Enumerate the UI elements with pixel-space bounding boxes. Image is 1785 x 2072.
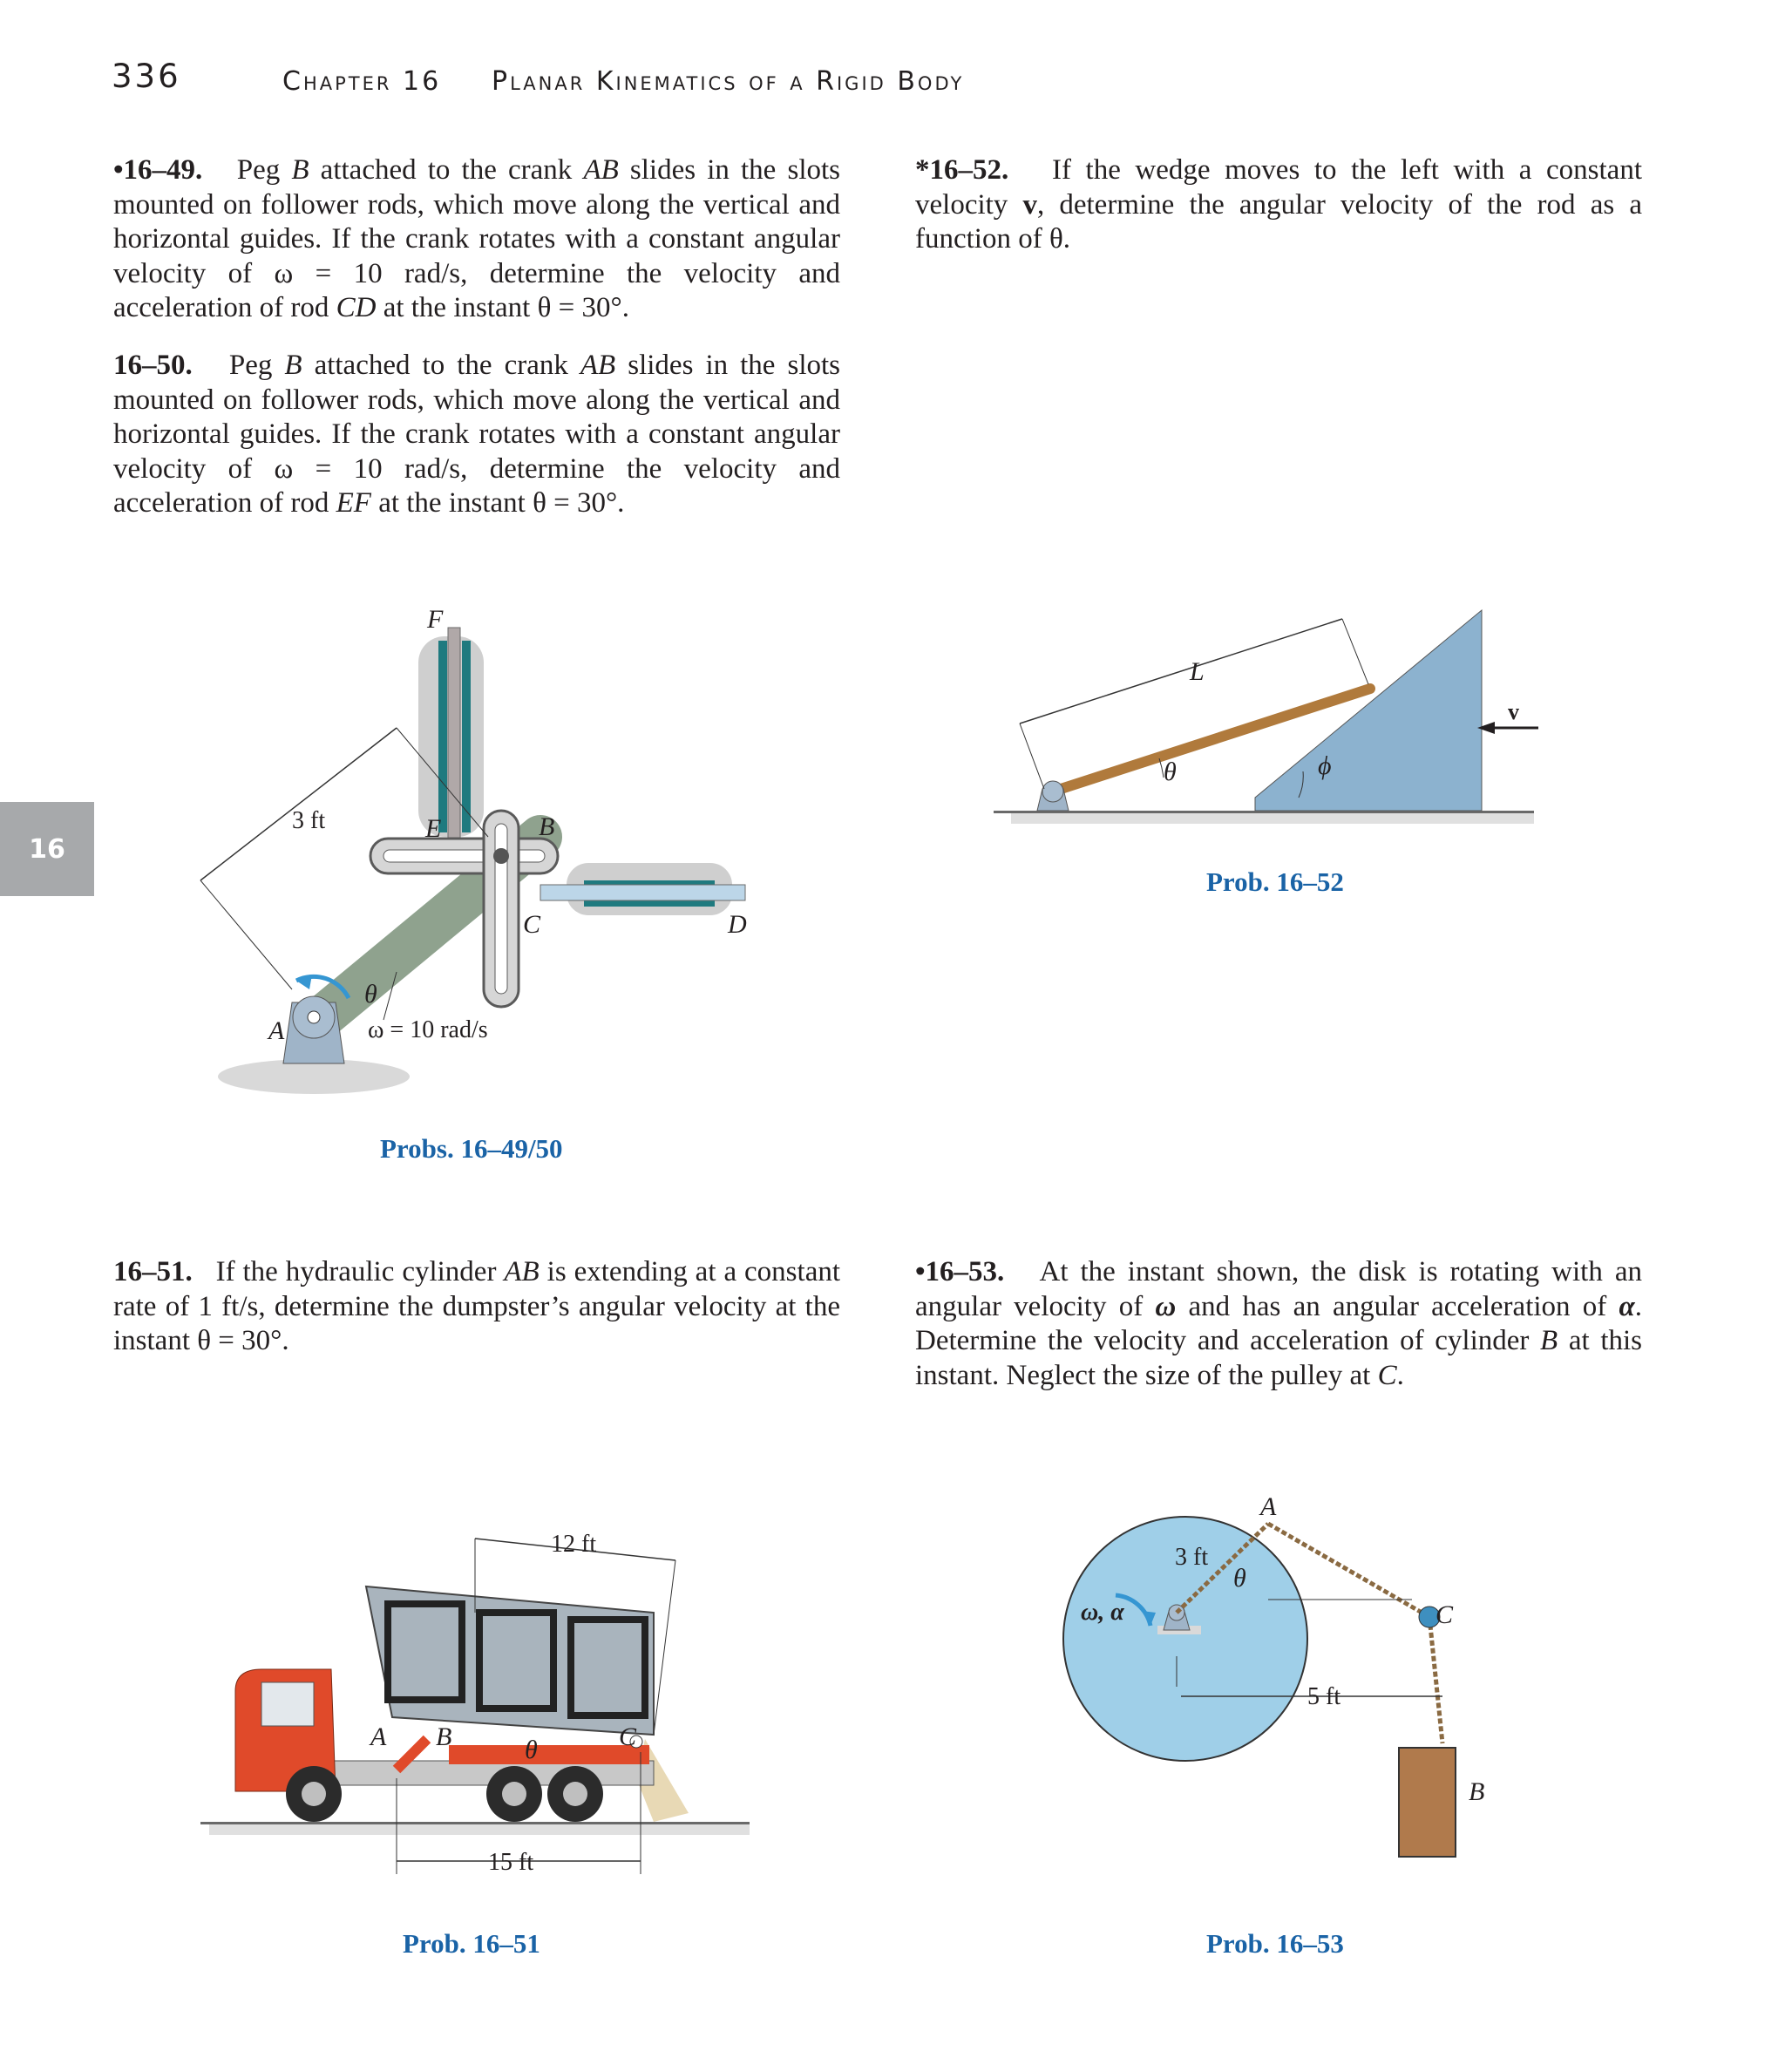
label-theta: θ	[1164, 757, 1177, 786]
problem-text: slides in the slots mounted on follower rods, which move along the vertical and horizontal guides. If the crank rotates with a constant angular velocity of ω = 10 rad/s, determine the velocity and acceleration of rod	[113, 154, 840, 323]
rod-cd	[540, 885, 745, 900]
label-theta: θ	[1233, 1564, 1246, 1593]
figure-caption: Prob. 16–52	[1206, 866, 1344, 897]
chapter-side-tab: 16	[0, 802, 94, 896]
peg-b	[493, 848, 509, 864]
var-ab: AB	[504, 1256, 540, 1287]
label-f: F	[427, 605, 444, 634]
chapter-title: Planar Kinematics of a Rigid Body	[492, 66, 965, 97]
problem-text: .	[1396, 1359, 1404, 1391]
problem-text: at the instant θ = 30°.	[370, 487, 625, 519]
label-theta: θ	[525, 1736, 538, 1764]
dimension-line	[200, 728, 397, 880]
problem-16-53	[915, 1255, 1642, 1393]
extension-line	[1020, 724, 1044, 789]
vertical-guide-rail	[438, 641, 447, 832]
label-c: C	[1435, 1600, 1454, 1629]
problem-text: At the instant shown, the disk is rotating with an angular velocity of	[915, 1256, 1642, 1322]
problem-text: , determine the angular velocity of the rod as a function of θ.	[915, 188, 1642, 255]
slot-e-opening	[383, 850, 545, 862]
problem-text: . Determine the velocity and acceleration of cylinder	[915, 1290, 1642, 1356]
var-rod: CD	[336, 292, 377, 323]
label-phi: ϕ	[1318, 751, 1332, 780]
figure-caption: Prob. 16–53	[1206, 1928, 1344, 1959]
problem-text: attached to the crank	[302, 350, 580, 381]
problem-number: 16–51.	[113, 1256, 193, 1287]
var-b: B	[291, 154, 309, 186]
figure-caption: Probs. 16–49/50	[380, 1133, 563, 1164]
rod-ef	[448, 628, 460, 854]
problem-text: slides in the slots mounted on follower rods, which move along the vertical and horizontal guides. If the crank rotates with a constant angular velocity of ω = 10 rad/s, determine the velocity and acceleration of rod	[113, 350, 841, 519]
figure-16-53	[1046, 1473, 1534, 1892]
var-ab: AB	[583, 154, 619, 186]
extension-line	[200, 880, 292, 989]
wheel-hub	[563, 1782, 587, 1806]
label-d: D	[728, 910, 747, 939]
label-e: E	[425, 814, 442, 843]
var-ab: AB	[580, 350, 616, 381]
label-b: B	[539, 812, 555, 841]
problem-text: Peg	[236, 154, 292, 186]
figure-16-52	[994, 593, 1569, 837]
wheel-hub	[302, 1782, 326, 1806]
figure-16-51	[200, 1517, 767, 1900]
dimension-12ft: 12 ft	[551, 1531, 597, 1558]
label-omega-alpha: ω, α	[1081, 1599, 1124, 1626]
dimension-3ft: 3 ft	[292, 807, 326, 834]
dimension-line-l	[1020, 619, 1342, 724]
problem-number: •16–53.	[915, 1256, 1005, 1287]
cab-window	[261, 1682, 314, 1726]
problem-number: 16–50.	[113, 350, 193, 381]
label-omega: ω = 10 rad/s	[368, 1016, 488, 1043]
vertical-guide-rail	[462, 641, 471, 832]
extension-line	[1342, 619, 1368, 684]
var-c: C	[1377, 1359, 1397, 1391]
problem-number: *16–52.	[915, 154, 1009, 186]
problem-text: at this instant. Neglect the size of the pulley at	[915, 1325, 1643, 1391]
ground-shadow	[218, 1059, 410, 1094]
problem-16-49	[113, 153, 840, 326]
var-alpha: α	[1619, 1290, 1635, 1322]
page-number: 336	[112, 58, 181, 95]
label-l: L	[1190, 657, 1205, 686]
problem-16-52	[915, 153, 1642, 257]
var-b: B	[284, 350, 302, 381]
problem-text: attached to the crank	[309, 154, 584, 186]
label-b: B	[1469, 1777, 1485, 1806]
wheel-hub	[502, 1782, 526, 1806]
var-v: v	[1022, 188, 1037, 221]
label-c: C	[523, 910, 541, 939]
problem-16-51	[113, 1255, 840, 1359]
cable-cb	[1429, 1617, 1442, 1743]
figure-16-49-50	[174, 593, 784, 1116]
label-b: B	[436, 1722, 452, 1751]
problem-text: and has an angular acceleration of	[1176, 1290, 1619, 1322]
label-a: A	[370, 1722, 387, 1751]
label-theta: θ	[364, 980, 377, 1009]
dimension-5ft: 5 ft	[1307, 1683, 1341, 1710]
pin-hub	[1042, 781, 1063, 802]
dimension-3ft: 3 ft	[1175, 1544, 1209, 1571]
ground-hatch	[1011, 813, 1534, 824]
problem-text: at the instant θ = 30°.	[376, 292, 629, 323]
pin-hole	[308, 1011, 320, 1023]
problem-16-50	[113, 349, 840, 521]
var-b: B	[1540, 1325, 1558, 1356]
label-a: A	[268, 1016, 285, 1045]
chapter-label: Chapter 16	[282, 66, 442, 97]
figure-caption: Prob. 16–51	[403, 1928, 540, 1959]
var-omega: ω	[1155, 1290, 1177, 1322]
var-rod: EF	[336, 487, 371, 519]
ground-hatch	[209, 1824, 750, 1835]
problem-text: If the hydraulic cylinder	[215, 1256, 505, 1287]
label-c: C	[619, 1722, 637, 1751]
problem-text: is extending at a constant rate of 1 ft/s, determine the dumpster’s angular velocity at the instant θ = 30°.	[113, 1256, 841, 1356]
problem-text: If the wedge moves to the left with a constant velocity	[915, 154, 1642, 221]
label-v: v	[1508, 699, 1519, 724]
cylinder-b	[1399, 1748, 1456, 1857]
problem-number: •16–49.	[113, 154, 203, 186]
ground-line	[200, 1822, 750, 1824]
label-a: A	[1260, 1492, 1277, 1521]
extension-line	[654, 1560, 675, 1735]
problem-text: Peg	[228, 350, 285, 381]
dimension-15ft: 15 ft	[488, 1849, 534, 1876]
